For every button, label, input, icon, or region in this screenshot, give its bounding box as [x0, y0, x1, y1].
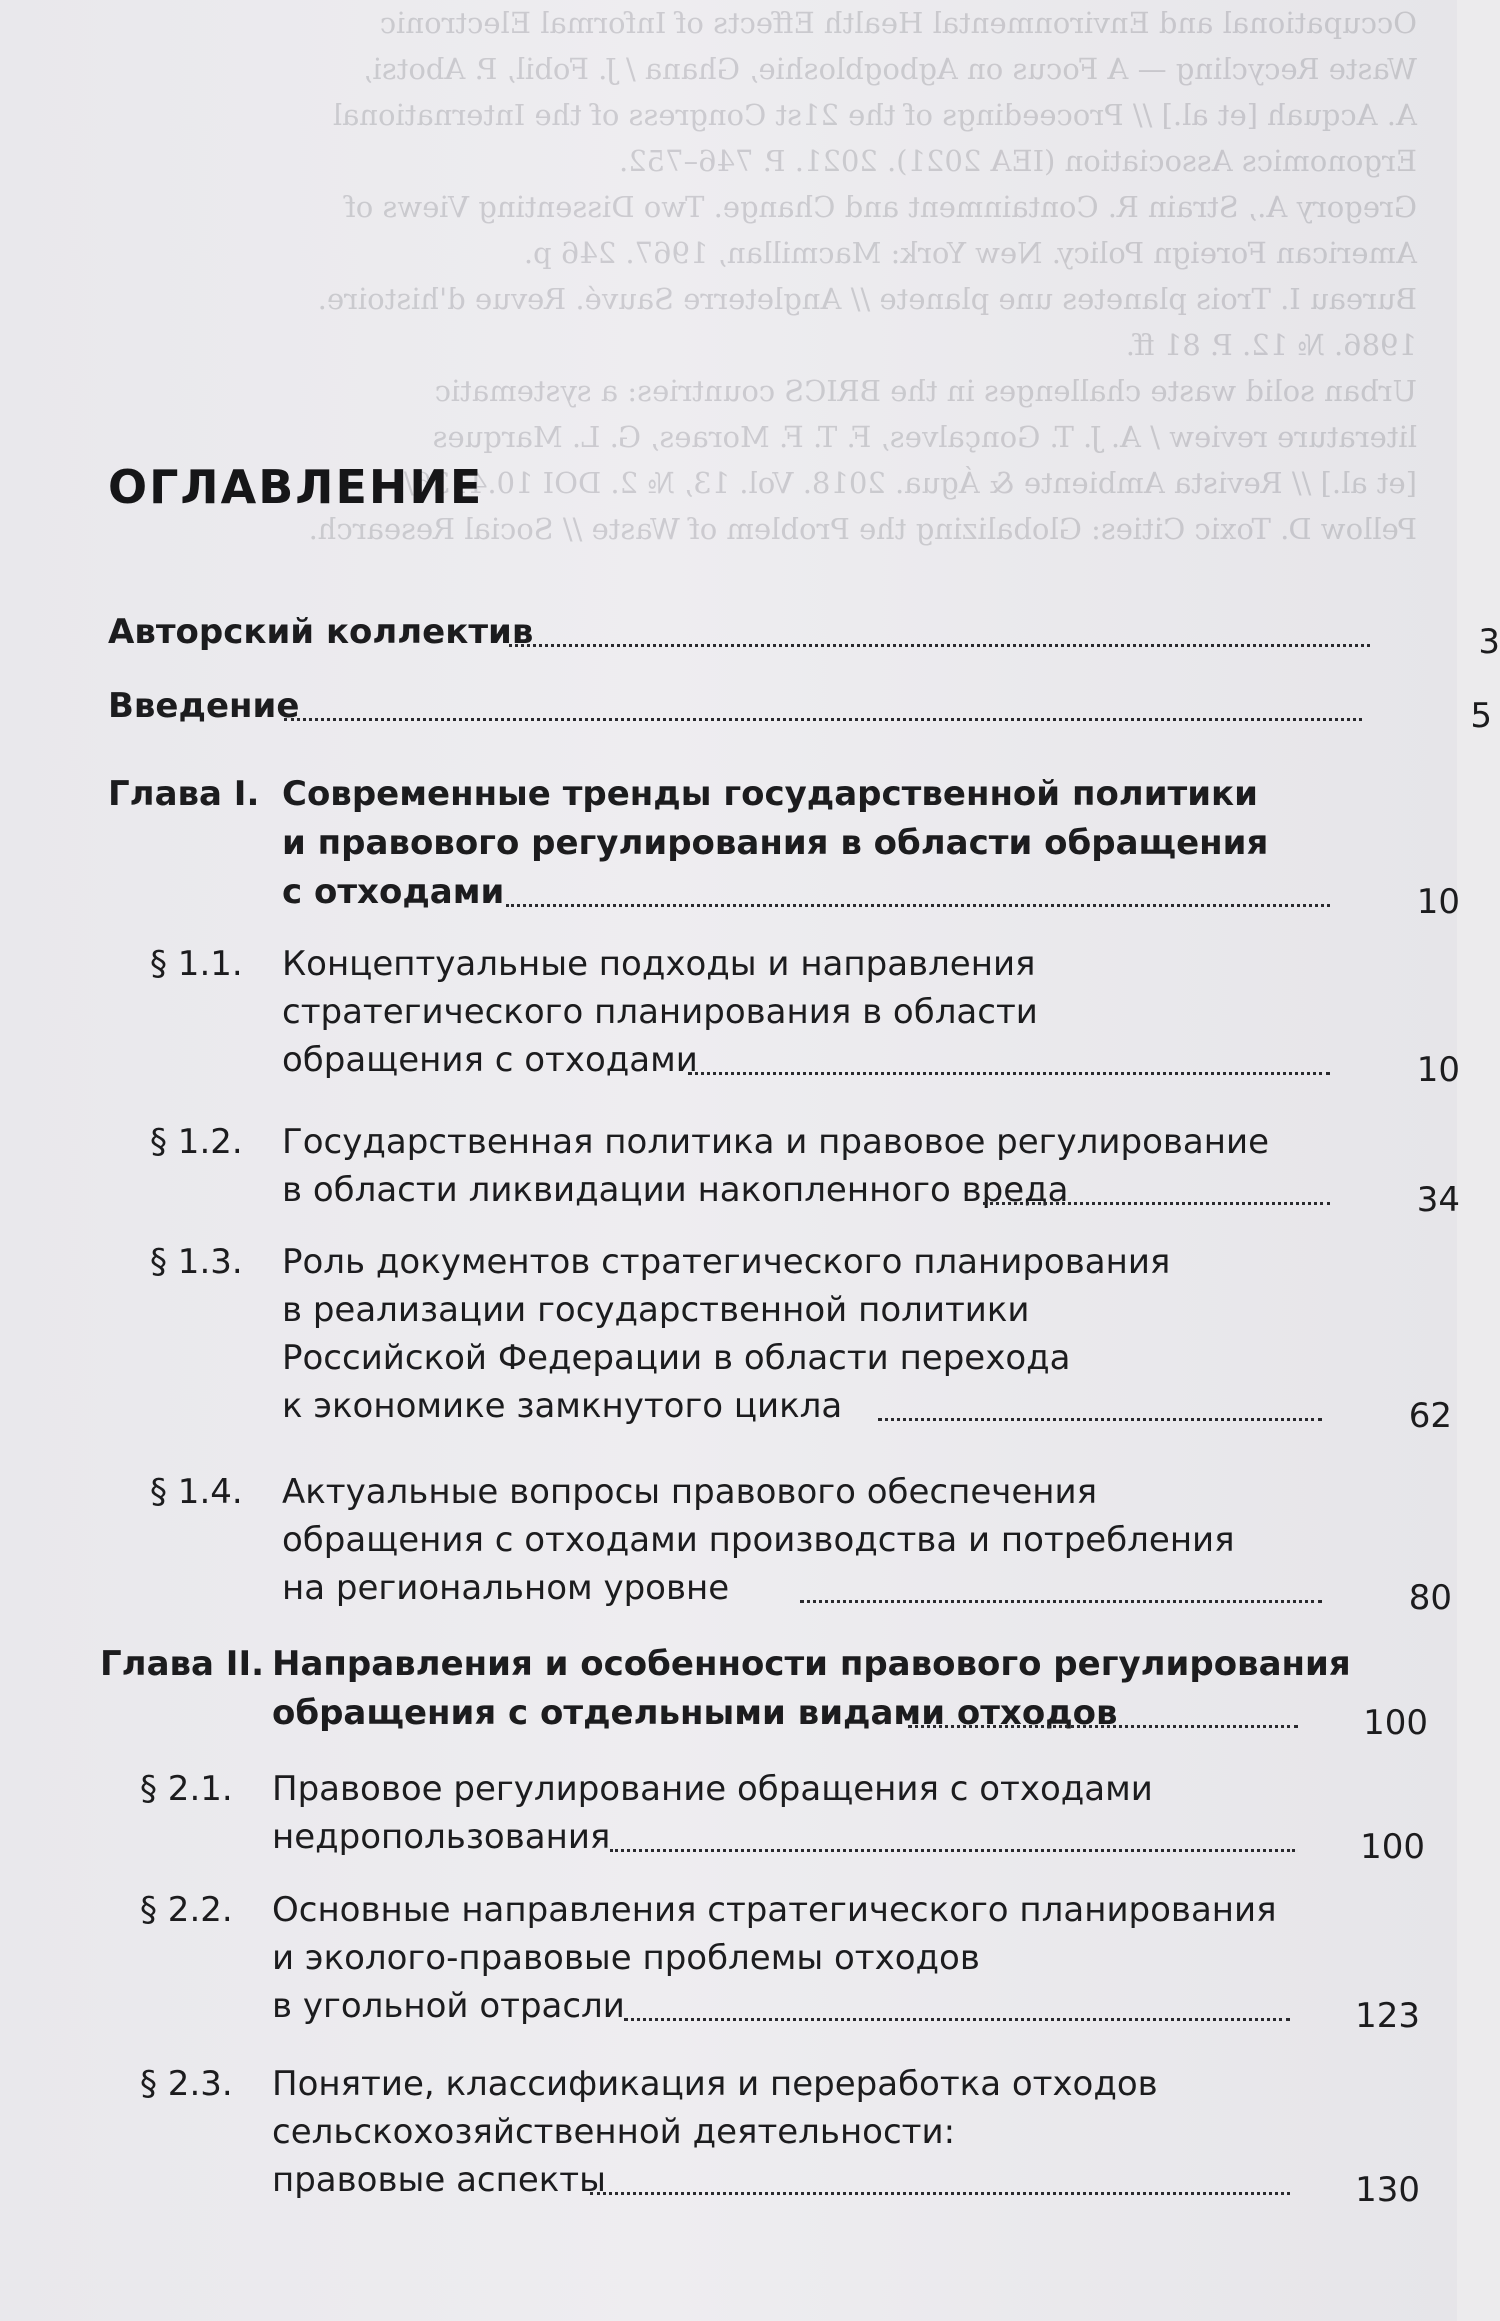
toc-page-number: 3 — [1478, 622, 1500, 662]
toc-page-number: 130 — [1355, 2170, 1420, 2210]
toc-entry-number: § 1.1. — [150, 944, 243, 984]
toc-entry-title-line: на региональном уровне — [282, 1568, 730, 1608]
toc-entry-title-line: Основные направления стратегического планирования — [272, 1890, 1277, 1930]
toc-dot-leader — [284, 718, 1362, 721]
toc-entry-title-line: Государственная политика и правовое регулирование — [282, 1122, 1269, 1162]
toc-dot-leader — [800, 1600, 1322, 1603]
toc-entry-title-line: обращения с отходами производства и потребления — [282, 1520, 1235, 1560]
toc-page-number: 62 — [1408, 1396, 1452, 1436]
toc-dot-leader — [590, 2192, 1290, 2195]
toc-dot-leader — [506, 904, 1330, 907]
toc-entry-title-line: недропользования — [272, 1817, 611, 1857]
toc-dot-leader — [624, 2018, 1290, 2021]
toc-entry-title-line: в области ликвидации накопленного вреда — [282, 1170, 1069, 1210]
toc-entry-title-line: стратегического планирования в области — [282, 992, 1038, 1032]
toc-entry-title-line: Роль документов стратегического планирования — [282, 1242, 1171, 1282]
toc-dot-leader — [878, 1418, 1322, 1421]
toc-dot-leader — [610, 1849, 1295, 1852]
toc-page-number: 100 — [1363, 1703, 1428, 1743]
toc-page-number: 123 — [1355, 1996, 1420, 2036]
toc-entry-title-line: обращения с отходами — [282, 1040, 698, 1080]
toc-entry-title-line: с отходами — [282, 872, 505, 912]
toc-entry-title-line: Понятие, классификация и переработка отходов — [272, 2064, 1158, 2104]
toc-dot-leader — [908, 1725, 1298, 1728]
toc-entry-title-line: Актуальные вопросы правового обеспечения — [282, 1472, 1098, 1512]
toc-page-number: 34 — [1416, 1180, 1460, 1220]
toc-entry-number: § 1.4. — [150, 1472, 243, 1512]
toc-page-number: 10 — [1416, 1050, 1460, 1090]
toc-entry-title-line: сельскохозяйственной деятельности: — [272, 2112, 956, 2152]
toc-entry-title-line: Введение — [108, 686, 300, 726]
toc-page-number: 10 — [1416, 882, 1460, 922]
toc-heading: ОГЛАВЛЕНИЕ — [108, 460, 484, 514]
toc-entry-number: § 2.3. — [140, 2064, 233, 2104]
bleed-through-text: Occupational and Environmental Health Effects of Informal Electronic Waste Recycling — A Focus on Agbogbloshie, Ghana / J. Fobil, P. Abotsi, A. Acquah [et al.] // Proceedings of the 21st Congress of the International Ergonomics Association (IEA 2021). 2021. P. 746–752. Gregory A., Strain R. Containment and Change. Two Dissenting Views of American Foreign Policy. New York: Macmillan, 1967. 246 p. Bureau I. Trois planetes une planete // Angleterre Sauvé. Revue d'histoire. 1986. № 12. P. 81 ff. Urban solid waste challenges in the BRICS countries: a systematic literature review / A. J. T. Gonçalves, F. T. F. Moraes, G. L. Marques [et al.] // Revista Ambiente & Água. 2018. Vol. 13, № 2. DOI 10.4136/ Pellow D. Toxic Cities: Globalizing the Problem of Waste // Social Research. — [308, 6, 1417, 546]
toc-entry-number: Глава II. — [100, 1644, 265, 1684]
toc-page-number: 100 — [1360, 1827, 1425, 1867]
toc-dot-leader — [509, 644, 1370, 647]
toc-entry-number: § 1.2. — [150, 1122, 243, 1162]
toc-entry-title-line: Концептуальные подходы и направления — [282, 944, 1036, 984]
toc-entry-title-line: к экономике замкнутого цикла — [282, 1386, 843, 1426]
toc-entry-title-line: и эколого-правовые проблемы отходов — [272, 1938, 980, 1978]
toc-dot-leader — [983, 1202, 1330, 1205]
toc-entry-title-line: Российской Федерации в области перехода — [282, 1338, 1071, 1378]
toc-entry-number: § 1.3. — [150, 1242, 243, 1282]
toc-entry-title-line: Правовое регулирование обращения с отходами — [272, 1769, 1153, 1809]
toc-entry-number: Глава I. — [108, 774, 260, 814]
toc-entry-title-line: Направления и особенности правового регулирования — [272, 1644, 1351, 1684]
toc-entry-title-line: обращения с отдельными видами отходов — [272, 1693, 1118, 1733]
toc-entry-title-line: и правового регулирования в области обращения — [282, 823, 1269, 863]
toc-entry-number: § 2.2. — [140, 1890, 233, 1930]
toc-page-number: 80 — [1408, 1578, 1452, 1618]
toc-page-number: 5 — [1470, 696, 1492, 736]
toc-entry-number: § 2.1. — [140, 1769, 233, 1809]
toc-entry-title-line: Современные тренды государственной политики — [282, 774, 1258, 814]
toc-dot-leader — [688, 1072, 1330, 1075]
toc-entry-title-line: в угольной отрасли — [272, 1986, 625, 2026]
toc-entry-title-line: правовые аспекты — [272, 2160, 606, 2200]
toc-entry-title-line: Авторский коллектив — [108, 612, 534, 652]
toc-entry-title-line: в реализации государственной политики — [282, 1290, 1030, 1330]
